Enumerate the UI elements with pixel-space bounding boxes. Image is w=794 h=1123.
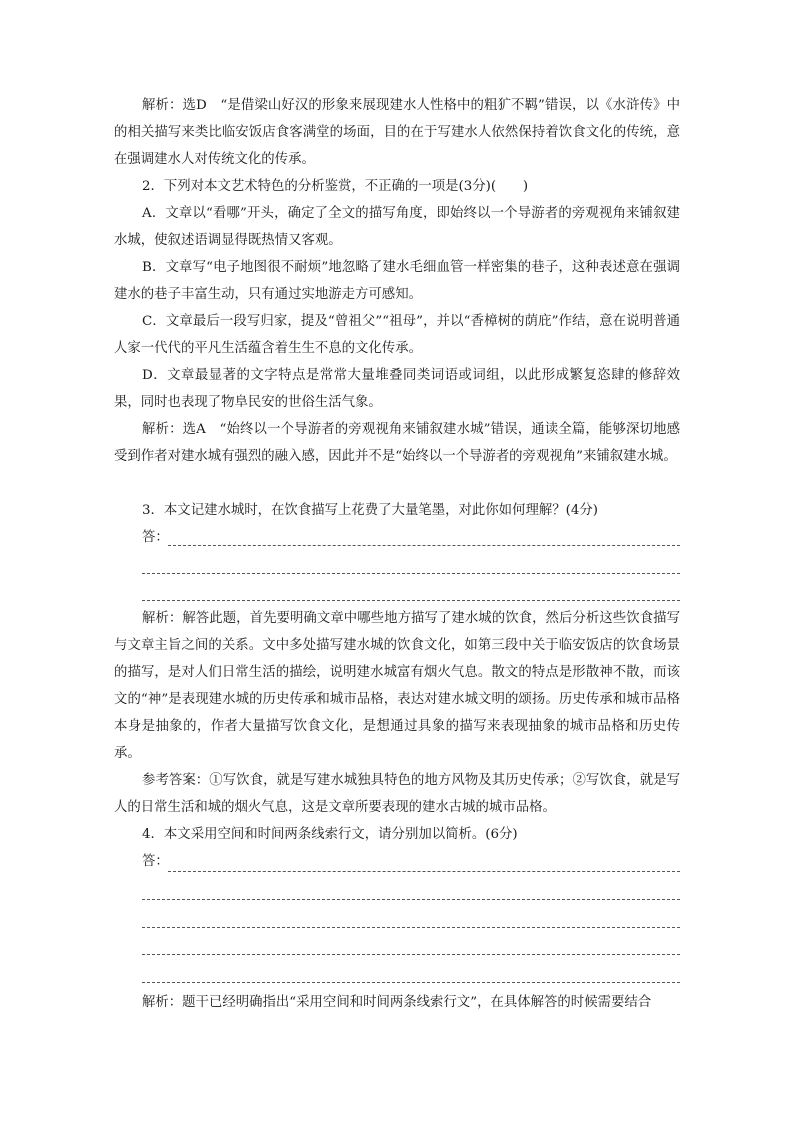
question-2-stem: 2．下列对本文艺术特色的分析鉴赏，不正确的一项是(3分)( ) [142, 179, 529, 194]
question-2-option-a: A．文章以“看哪”开头，确定了全文的描写角度，即始终以一个导游者的旁观视角来铺叙建水城，使叙述语调显得既热情又客观。 [114, 206, 680, 248]
answer-4-line-4[interactable] [142, 954, 680, 955]
reference-answer-q3: 参考答案：①写饮食，就是写建水城独具特色的地方风物及其历史传承；②写饮食，就是写人的日常生活和城的烟火气息，这是文章所要表现的建水古城的城市品格。 [114, 773, 680, 815]
question-3-stem: 3．本文记建水城时，在饮食描写上花费了大量笔墨，对此你如何理解？(4分) [142, 503, 598, 518]
answer-3-line-1[interactable] [168, 545, 680, 546]
answer-4-line-3[interactable] [142, 927, 680, 928]
question-2-option-c: C．文章最后一段写归家，提及“曾祖父”“祖母”，并以“香樟树的荫庇”作结，意在说明普通人家一代代的平凡生活蕴含着生生不息的文化传承。 [114, 314, 680, 356]
analysis-q1: 解析：选D “是借梁山好汉的形象来展现建水人性格中的粗犷不羁”错误，以《水浒传》中的相关描写来类比临安饭店食客满堂的场面，目的在于写建水人依然保持着饮食文化的传统，意在强调建水人对传统文化的传承。 [114, 98, 680, 167]
analysis-q3: 解析：解答此题，首先要明确文章中哪些地方描写了建水城的饮食，然后分析这些饮食描写与文章主旨之间的关系。文中多处描写建水城的饮食文化，如第三段中关于临安饭店的饮食场景的描写，是对人们日常生活的描绘，说明建水城富有烟火气息。散文的特点是形散神不散，而该文的“神”是表现建水城的历史传承和城市品格，表达对建水城文明的颂扬。历史传承和城市品格本身是抽象的，作者大量描写饮食文化，是想通过具象的描写来表现抽象的城市品格和历史传承。 [114, 611, 680, 761]
answer-4-label: 答： [142, 854, 169, 869]
analysis-q4: 解析：题干已经明确指出“采用空间和时间两条线索行文”，在具体解答的时候需要结合 [142, 995, 652, 1010]
answer-3-label: 答： [142, 530, 169, 545]
question-4-stem: 4．本文采用空间和时间两条线索行文，请分别加以简析。(6分) [142, 827, 518, 842]
question-2-option-b: B．文章写“电子地图很不耐烦”地忽略了建水毛细血管一样密集的巷子，这种表述意在强调建水的巷子丰富生动，只有通过实地游走方可感知。 [114, 260, 680, 302]
answer-4-line-5[interactable] [142, 982, 680, 983]
answer-3-line-3[interactable] [142, 600, 680, 601]
answer-4-line-1[interactable] [168, 871, 680, 872]
answer-3-row [142, 524, 680, 551]
analysis-q2: 解析：选A “始终以一个导游者的旁观视角来铺叙建水城”错误，通读全篇，能够深切地感受到作者对建水城有强烈的融入感，因此并不是“始终以一个导游者的旁观视角”来铺叙建水城。 [114, 422, 680, 464]
answer-3-line-2[interactable] [142, 573, 680, 574]
question-2-option-d: D．文章最显著的文字特点是常常大量堆叠同类词语或词组，以此形成繁复恣肆的修辞效果，同时也表现了物阜民安的世俗生活气象。 [114, 368, 680, 410]
answer-4-line-2[interactable] [142, 899, 680, 900]
